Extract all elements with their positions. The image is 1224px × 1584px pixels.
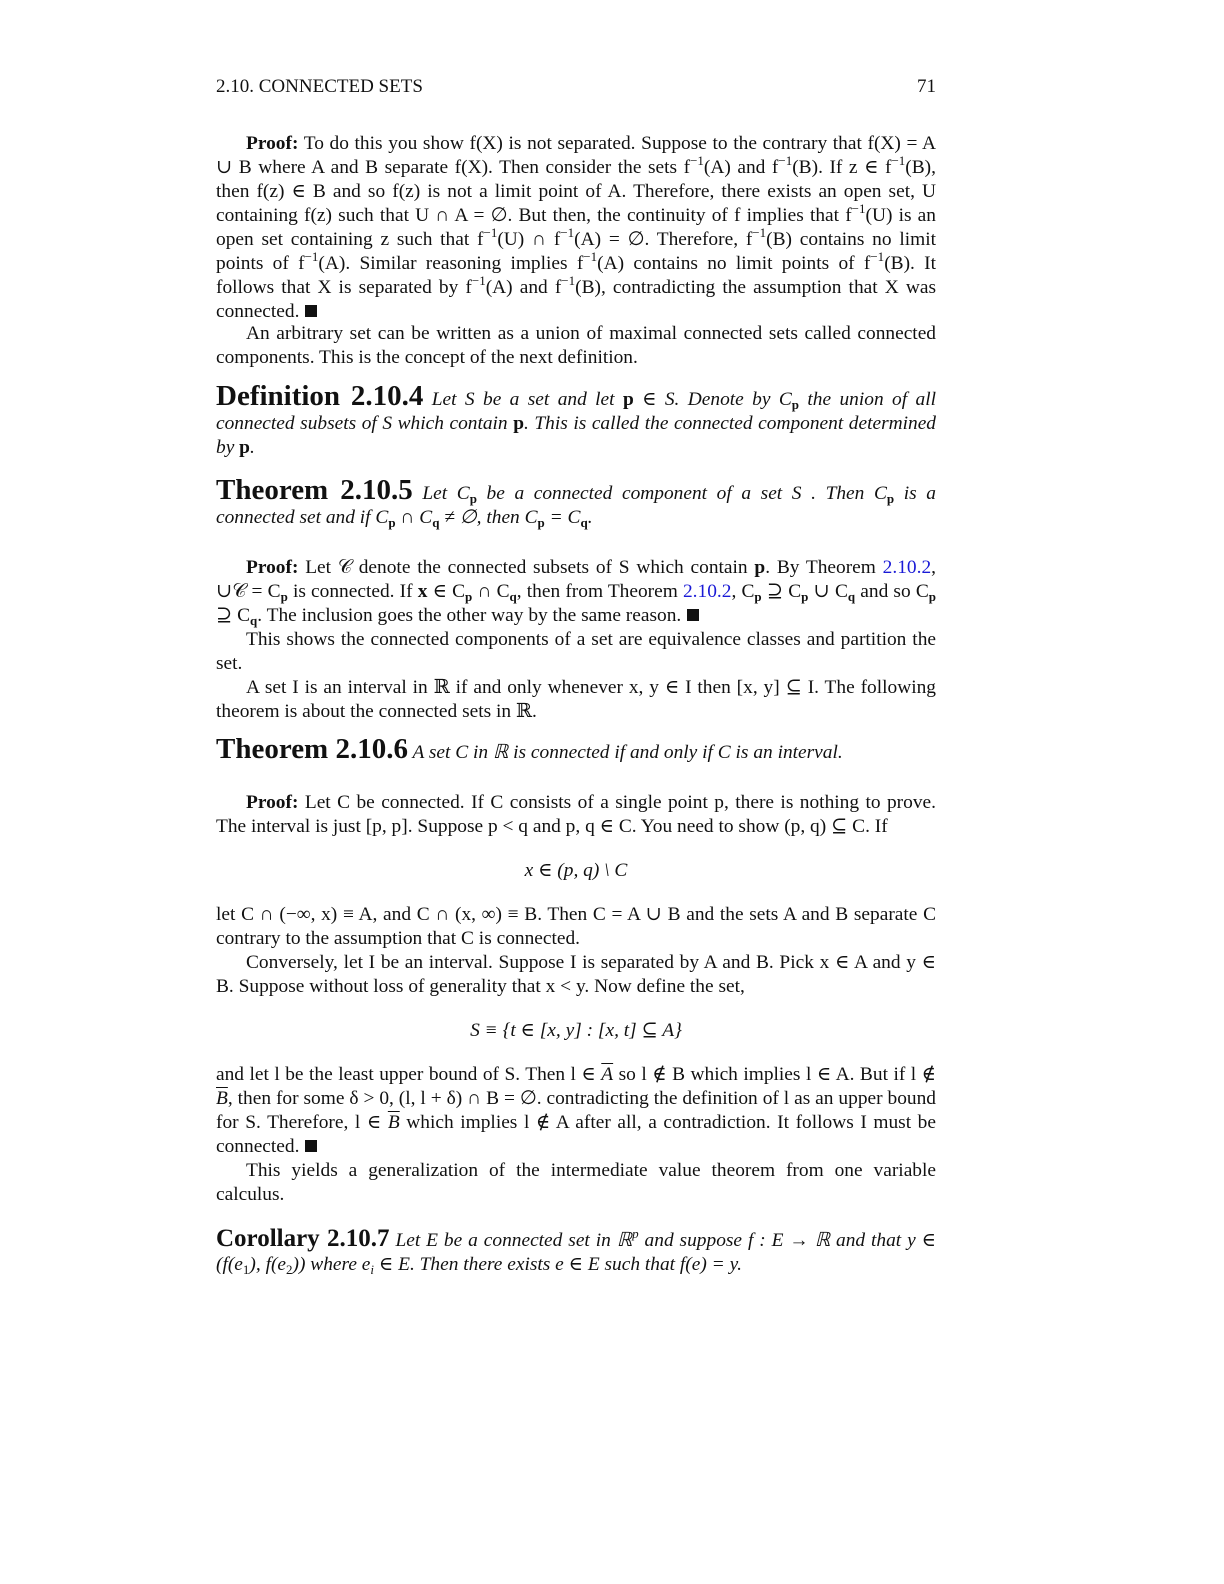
conversely-paragraph: Conversely, let I be an interval. Suppose I is separated by A and B. Pick x ∈ A and y ∈ B. Suppose without loss of generality that x < y. Now define the set, — [216, 952, 936, 997]
theorem-link[interactable]: 2.10.2 — [682, 581, 732, 602]
equation-s: S ≡ {t ∈ [x, y] : [x, t] ⊆ A} — [470, 1020, 682, 1041]
theorem-2-10-5: Theorem 2.10.5 Let $C_p$ be a connected component of a set S . Then $C_p$ is a connected set and if $C_p$ ∩ $C_q$ ≠ ∅, then $C_p = C_q$. — [216, 474, 936, 530]
running-header — [216, 76, 936, 98]
corollary-2-10-7: Corollary 2.10.7 Let E be a connected set in ℝ$^p$ and suppose f : E → ℝ and that y ∈ ($f(e_1)$, $f(e_2)$) where $e_i$ ∈ E. Then there exists e ∈ E such that f(e) = y. — [216, 1225, 936, 1277]
page-number: 71 — [917, 76, 936, 97]
interval-paragraph: A set I is an interval in ℝ if and only whenever x, y ∈ I then [x, y] ⊆ I. The following theorem is about the connected sets in ℝ. — [216, 677, 936, 722]
proof-continuity-paragraph: Proof: To do this you show f(X) is not separated. Suppose to the contrary that f(X) = A ∪ B where A and B separate f(X). Then consider the sets $f^{-1}(A)$ and $f^{-1}(B)$. If z ∈ $f^{-1}(B)$, then f(z) ∈ B and so f(z) is not a limit point of A. Therefore, there exists an open set, U containing f(z) such that U ∩ A = ∅. But then, the continuity of f implies that $f^{-1}(U)$ is an open set containing z such that $f^{-1}(U)$ ∩ $f^{-1}(A)$ = ∅. Therefore, $f^{-1}(B)$ contains no limit points of $f^{-1}(A)$. Similar reasoning implies $f^{-1}(A)$ contains no limit points of $f^{-1}(B)$. It follows that X is separated by $f^{-1}(A)$ and $f^{-1}(B)$, contradicting the assumption that X was connected. — [216, 133, 937, 322]
equation-x: x ∈ (p, q) \ C — [524, 860, 628, 881]
separation-paragraph: let C ∩ (−∞, x) ≡ A, and C ∩ (x, ∞) ≡ B. Then C = A ∪ B and the sets A and B separate C contrary to the assumption that C is connected. — [216, 904, 936, 949]
proof-label: Proof: — [246, 133, 299, 154]
theorem-link[interactable]: 2.10.2 — [882, 557, 932, 578]
components-paragraph: An arbitrary set can be written as a union of maximal connected sets called connected components. This is the concept of the next definition. — [216, 323, 936, 368]
equivalence-paragraph: This shows the connected components of a set are equivalence classes and partition the set. — [216, 629, 936, 674]
qed-square-icon — [305, 305, 317, 317]
theorem-heading: Theorem 2.10.6 — [216, 733, 408, 765]
definition-2-10-4: Definition 2.10.4 Let S be a set and let p ∈ S. Denote by $C_p$ the union of all connected subsets of S which contain p. This is called the connected component determined by p. — [216, 380, 936, 458]
proof-interval-paragraph: Proof: Let C be connected. If C consists of a single point p, there is nothing to prove. The interval is just [p, p]. Suppose p < q and p, q ∈ C. You need to show (p, q) ⊆ C. If — [216, 792, 936, 837]
ivt-paragraph: This yields a generalization of the intermediate value theorem from one variable calculus. — [216, 1160, 936, 1205]
definition-heading: Definition 2.10.4 — [216, 380, 424, 412]
corollary-heading: Corollary 2.10.7 — [216, 1225, 390, 1252]
proof-components-paragraph: Proof: Let 𝒞 denote the connected subsets of S which contain p. By Theorem 2.10.2, ∪𝒞 = $C_p$ is connected. If x ∈ $C_p$ ∩ $C_q$, then from Theorem 2.10.2, $C_p$ ⊇ $C_p$ ∪ $C_q$ and so $C_p$ ⊇ $C_q$. The inclusion goes the other way by the same reason. — [216, 557, 937, 628]
section-title: 2.10. CONNECTED SETS — [216, 76, 423, 97]
qed-square-icon — [687, 609, 699, 621]
theorem-heading: Theorem 2.10.5 — [216, 474, 413, 506]
lub-paragraph: and let l be the least upper bound of S. Then l ∈ $\overline{A}$ so l ∉ B which implies l ∈ A. But if l ∉ $\overline{B}$, then for some δ > 0, (l, l + δ) ∩ B = ∅. contradicting the definition of l as an upper bound for S. Therefore, l ∈ $\overline{B}$ which implies l ∉ A after all, a contradiction. It follows I must be connected. — [216, 1064, 936, 1157]
qed-square-icon — [305, 1140, 317, 1152]
theorem-2-10-6: Theorem 2.10.6 A set C in ℝ is connected if and only if C is an interval. — [216, 733, 843, 765]
